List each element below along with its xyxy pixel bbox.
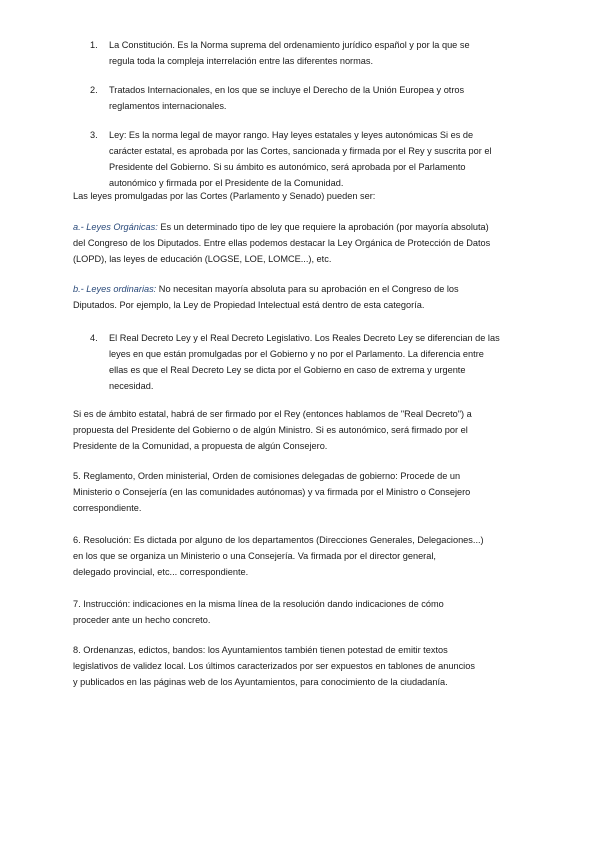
- text-line: Las leyes promulgadas por las Cortes (Parlamento y Senado) pueden ser:: [73, 191, 376, 201]
- text-line: regula toda la compleja interrelación entre las diferentes normas.: [109, 56, 374, 66]
- text-line: 5. Reglamento, Orden ministerial, Orden de comisiones delegadas de gobierno: Procede de un: [73, 471, 461, 481]
- list-item-real-decreto: [109, 330, 529, 394]
- paragraph-instruccion: [73, 596, 529, 628]
- text-line: Diputados. Por ejemplo, la Ley de Propiedad Intelectual está dentro de esta categoría.: [73, 300, 425, 310]
- text-line: El Real Decreto Ley y el Real Decreto Legislativo. Los Reales Decreto Ley se diferencian de las: [109, 333, 500, 343]
- paragraph-leyes-organicas: [73, 219, 529, 267]
- text-line: propuesta del Presidente del Gobierno o de algún Ministro. Si es autonómico, será firmado por el: [73, 425, 468, 435]
- term-leyes-organicas: a.- Leyes Orgánicas:: [73, 222, 158, 232]
- list-number: 4.: [90, 333, 98, 343]
- text-line: 8. Ordenanzas, edictos, bandos: los Ayuntamientos también tienen potestad de emitir textos: [73, 645, 448, 655]
- text-line: [73, 281, 529, 297]
- text-line: necesidad.: [109, 381, 154, 391]
- list-item-ley: [109, 127, 529, 191]
- text-line: en los que se organiza un Ministerio o una Consejería. Va firmada por el director general,: [73, 551, 436, 561]
- text-line: No necesitan mayoría absoluta para su aprobación en el Congreso de los: [156, 284, 459, 294]
- paragraph-ordenanzas: [73, 642, 529, 690]
- text-line: (LOPD), las leyes de educación (LOGSE, LOE, LOMCE...), etc.: [73, 254, 332, 264]
- list-item-constitucion: [109, 37, 529, 69]
- paragraph-resolucion: [73, 532, 529, 580]
- text-line: y publicados en las páginas web de los Ayuntamientos, para conocimiento de la ciudadanía.: [73, 677, 448, 687]
- text-line: La Constitución. Es la Norma suprema del ordenamiento jurídico español y por la que se: [109, 40, 470, 50]
- text-line: Si es de ámbito estatal, habrá de ser firmado por el Rey (entonces hablamos de "Real Decreto") a: [73, 409, 472, 419]
- list-number: 3.: [90, 130, 98, 140]
- text-line: Es un determinado tipo de ley que requiere la aprobación (por mayoría absoluta): [157, 222, 489, 232]
- text-line: Presidente de la Comunidad, a propuesta de algún Consejero.: [73, 441, 328, 451]
- text-line: Presidente del Gobierno. Si su ámbito es autonómico, será aprobada por el Parlamento: [109, 162, 466, 172]
- text-line: carácter estatal, es aprobada por las Cortes, sancionada y firmada por el Rey y suscrita por el: [109, 146, 492, 156]
- text-line: ellas es que el Real Decreto Ley se dicta por el Gobierno en caso de extrema y urgente: [109, 365, 466, 375]
- paragraph-leyes-ordinarias: [73, 281, 529, 313]
- paragraph-firma: [73, 406, 529, 454]
- text-line: reglamentos internacionales.: [109, 101, 227, 111]
- list-item-tratados: [109, 82, 529, 114]
- list-number: 2.: [90, 85, 98, 95]
- text-line: proceder ante un hecho concreto.: [73, 615, 211, 625]
- text-line: 6. Resolución: Es dictada por alguno de los departamentos (Direcciones Generales, Delegaciones...): [73, 535, 484, 545]
- text-line: [73, 219, 529, 235]
- text-line: leyes en que están promulgadas por el Gobierno y no por el Parlamento. La diferencia entre: [109, 349, 484, 359]
- text-line: 7. Instrucción: indicaciones en la misma línea de la resolución dando indicaciones de cómo: [73, 599, 444, 609]
- text-line: del Congreso de los Diputados. Entre ellas podemos destacar la Ley Orgánica de Protección de Datos: [73, 238, 491, 248]
- text-line: legislativos de validez local. Los últimos caracterizados por ser expuestos en tablones de anuncios: [73, 661, 475, 671]
- text-line: Ministerio o Consejería (en las comunidades autónomas) y va firmada por el Ministro o Consejero: [73, 487, 471, 497]
- text-line: Tratados Internacionales, en los que se incluye el Derecho de la Unión Europea y otros: [109, 85, 465, 95]
- paragraph-reglamento: [73, 468, 529, 516]
- text-line: delegado provincial, etc... correspondiente.: [73, 567, 249, 577]
- text-line: Ley: Es la norma legal de mayor rango. Hay leyes estatales y leyes autonómicas Si es de: [109, 130, 474, 140]
- term-leyes-ordinarias: b.- Leyes ordinarias:: [73, 284, 157, 294]
- intro-leyes: [73, 188, 533, 204]
- text-line: correspondiente.: [73, 503, 142, 513]
- list-number: 1.: [90, 40, 98, 50]
- text-line: autonómico y firmada por el Presidente de la Comunidad.: [109, 178, 344, 188]
